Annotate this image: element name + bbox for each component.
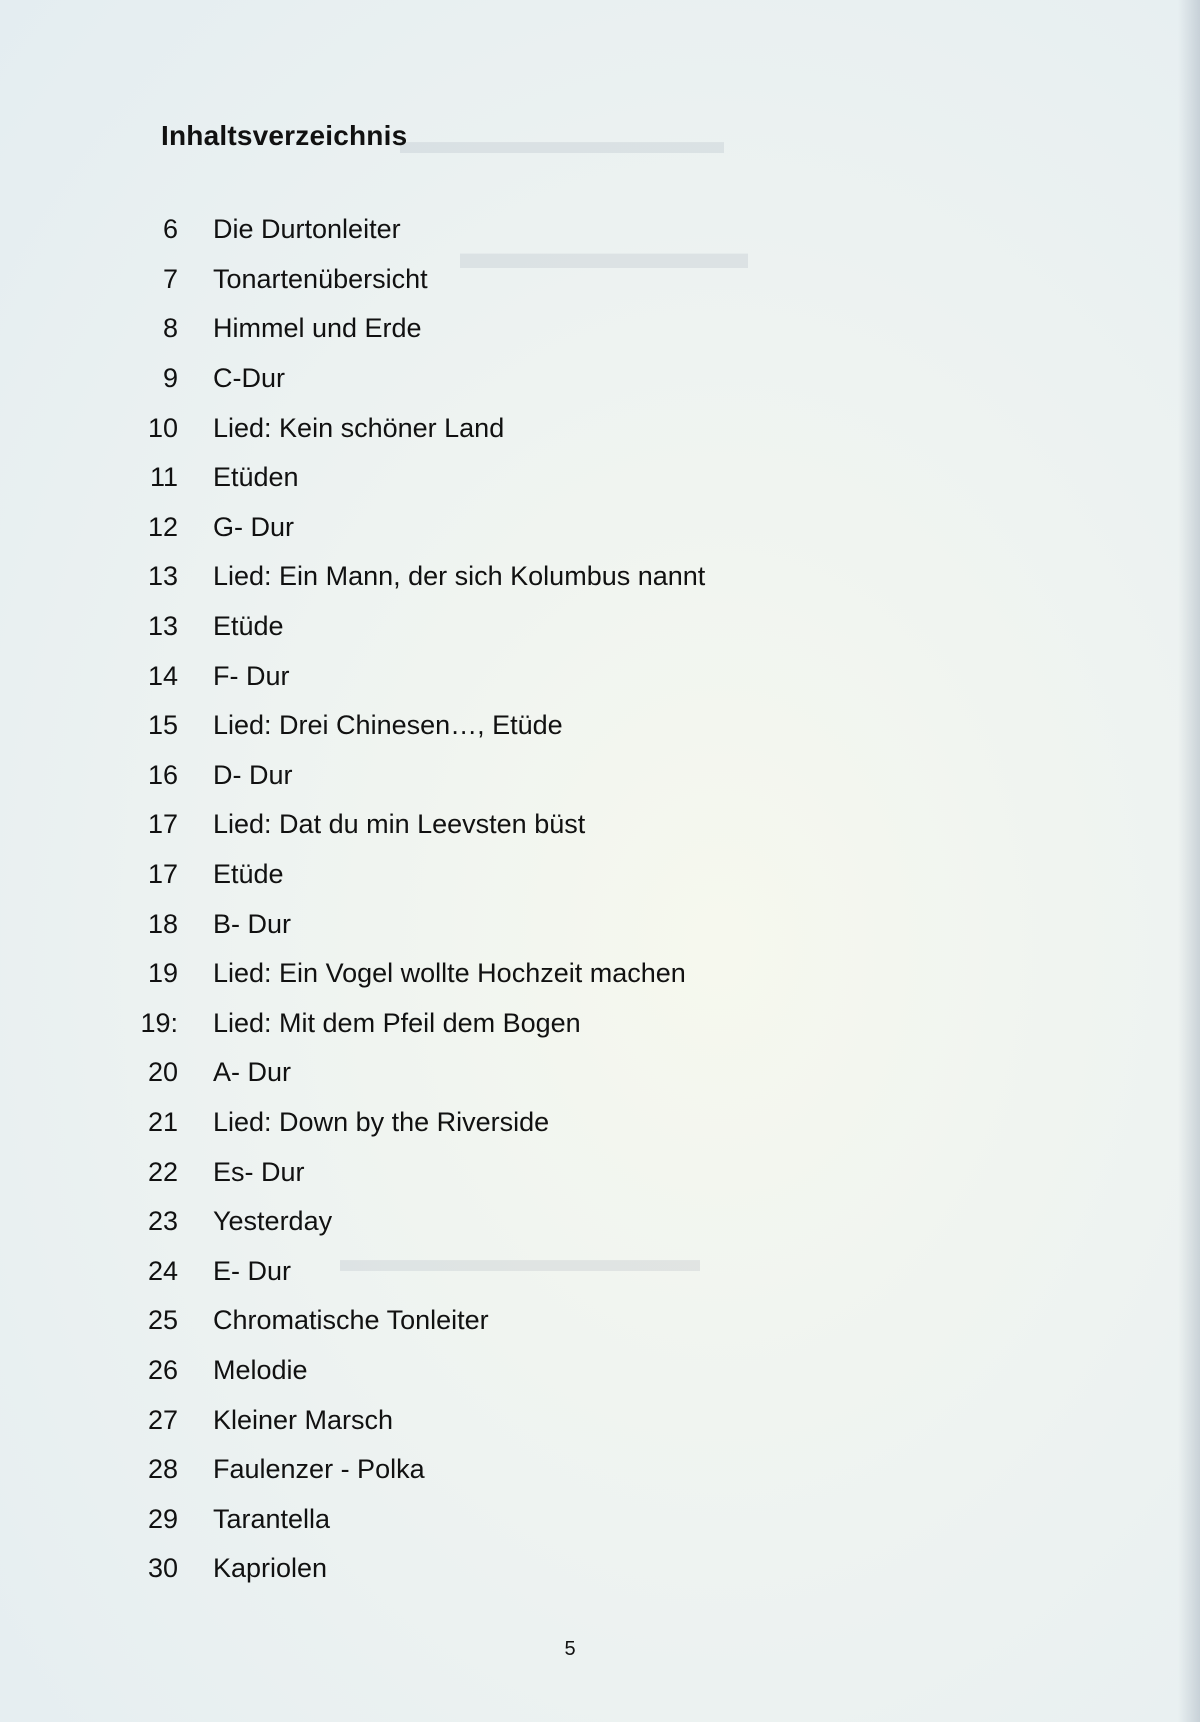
toc-page-number: 10 [147,412,178,443]
toc-heading: Inhaltsverzeichnis [161,120,408,151]
toc-page-number: 19: [140,1007,178,1038]
toc-page-number: 12 [147,511,178,542]
toc-entry-title: Lied: Mit dem Pfeil dem Bogen [213,1007,581,1038]
toc-page-number: 11 [149,462,178,493]
toc-page-number: 22 [147,1156,178,1187]
toc-entry [130,751,930,801]
toc-page-number: 16 [147,759,178,790]
toc-entry [130,800,930,850]
toc-entry-title: Es- Dur [213,1156,305,1187]
toc-page-number: 23 [147,1206,178,1237]
toc-entry [130,602,930,652]
toc-entry [130,1494,930,1544]
toc-entry-title: Lied: Down by the Riverside [213,1106,550,1137]
toc-page-number: 6 [162,214,178,245]
toc-entry [130,1098,930,1148]
toc-page-number: 28 [147,1454,178,1485]
toc-entry [130,899,930,949]
toc-entry [130,1346,930,1396]
toc-entry-title: Himmel und Erde [213,313,422,344]
toc-entry [130,1445,930,1495]
toc-entry-title: Lied: Drei Chinesen…, Etüde [213,710,563,741]
toc-entry [130,1395,930,1445]
toc-page-number: 26 [147,1354,178,1385]
toc-entry-title: Die Durtonleiter [213,214,401,245]
toc-page-number: 14 [147,660,178,691]
toc-entry-title: Kleiner Marsch [213,1404,394,1435]
toc-page-number: 20 [147,1057,178,1088]
toc-page-number: 17 [147,859,178,890]
toc-entry [130,304,930,354]
show-through-heading-large: ▬▬▬▬▬▬ [460,226,748,279]
table-of-contents [130,205,930,1594]
toc-entry [130,850,930,900]
toc-entry-title: Melodie [213,1354,308,1385]
toc-entry [130,701,930,751]
toc-entry-title: E- Dur [213,1255,292,1286]
toc-entry-title: C-Dur [213,363,285,394]
toc-entry-title: F- Dur [213,660,290,691]
toc-page-number: 25 [147,1305,178,1336]
toc-entry [130,354,930,404]
toc-entry [130,651,930,701]
toc-entry-title: Lied: Ein Mann, der sich Kolumbus nannt [213,561,706,592]
show-through-heading-bottom: ▬▬▬▬▬▬▬▬▬▬ [340,1238,700,1279]
toc-page-number: 9 [162,363,178,394]
toc-entry [130,453,930,503]
toc-entry-title: Lied: Dat du min Leevsten büst [213,809,586,840]
toc-entry [130,1147,930,1197]
toc-page-number: 13 [147,561,178,592]
toc-page-number: 8 [162,313,178,344]
page-number: 5 [564,1638,576,1660]
toc-page-number: 17 [147,809,178,840]
toc-entry [130,1048,930,1098]
toc-entry-title: Etüde [213,859,284,890]
toc-entry [130,1296,930,1346]
toc-entry [130,1197,930,1247]
show-through-heading-top: ▬▬▬▬▬▬▬▬▬ [400,120,724,161]
toc-page-number: 19 [147,958,178,989]
toc-entry-title: Kapriolen [213,1553,328,1584]
toc-entry-title: G- Dur [213,511,294,542]
toc-entry [130,552,930,602]
toc-entry [130,403,930,453]
toc-entry [130,1544,930,1594]
toc-entry [130,255,930,305]
toc-page-number: 13 [147,611,178,642]
toc-page-number: 29 [147,1503,178,1534]
toc-entry-title: D- Dur [213,759,293,790]
toc-entry-title: Tonartenübersicht [213,263,428,294]
toc-entry [130,503,930,553]
toc-entry-title: Lied: Kein schöner Land [213,412,505,443]
toc-entry [130,999,930,1049]
toc-entry-title: Yesterday [213,1206,333,1237]
toc-entry-title: B- Dur [213,908,292,939]
toc-page-number: 21 [147,1106,178,1137]
toc-page-number: 24 [147,1255,178,1286]
toc-entry-title: Chromatische Tonleiter [213,1305,489,1336]
toc-page-number: 18 [147,908,178,939]
toc-entry-title: Faulenzer - Polka [213,1454,425,1485]
toc-page-number: 27 [147,1404,178,1435]
toc-entry [130,205,930,255]
toc-page-number: 7 [162,263,178,294]
toc-entry-title: Etüde [213,611,284,642]
toc-page-number: 15 [147,710,178,741]
toc-page-number: 30 [147,1553,178,1584]
toc-entry-title: Etüden [213,462,299,493]
toc-entry [130,949,930,999]
toc-entry [130,1246,930,1296]
page-edge-shadow [1178,0,1200,1722]
toc-entry-title: A- Dur [213,1057,292,1088]
toc-entry-title: Tarantella [213,1503,331,1534]
toc-entry-title: Lied: Ein Vogel wollte Hochzeit machen [213,958,686,989]
